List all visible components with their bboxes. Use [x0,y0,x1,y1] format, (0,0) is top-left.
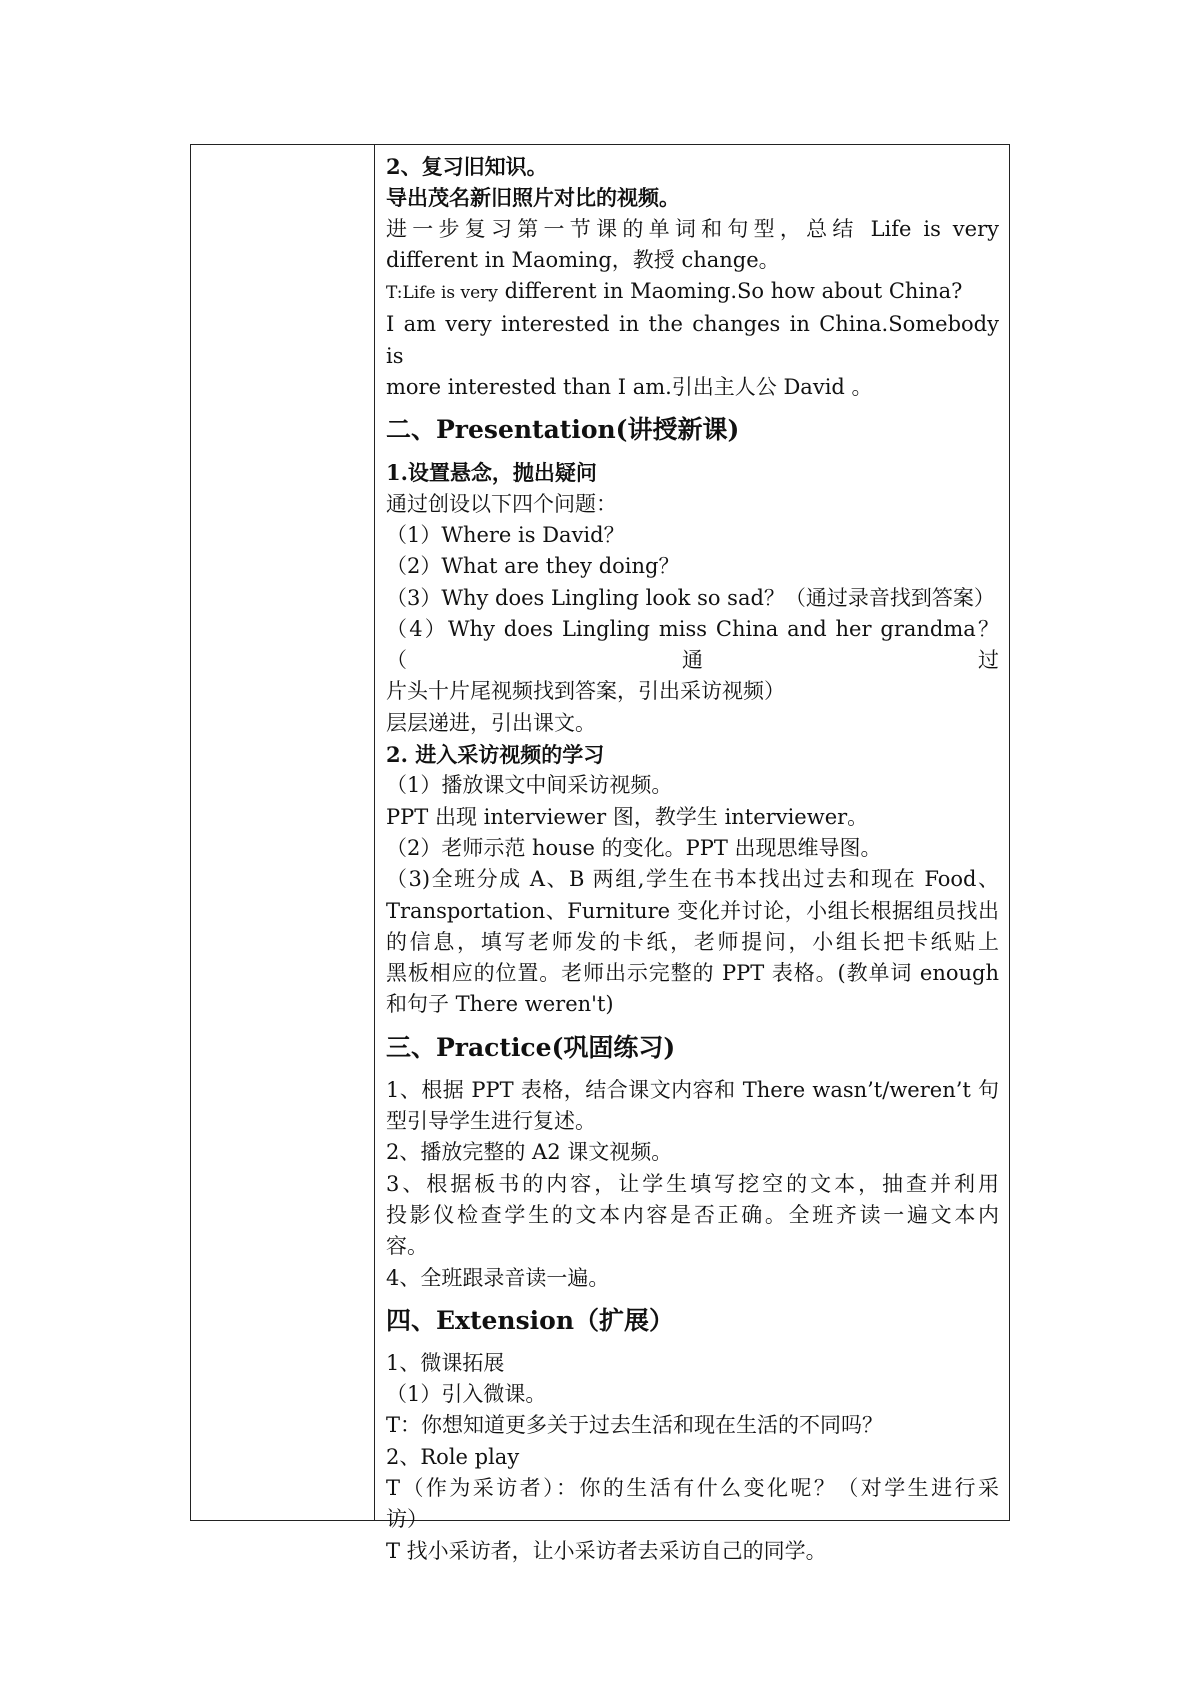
extension-line: 2、Role play [386,1444,520,1469]
extension-line: 1、微课拓展 [386,1350,505,1375]
extension-heading: 四、Extension（扩展） [386,1305,675,1335]
extension-line: （1）引入微课。 [386,1382,547,1407]
presentation-line: 黑板相应的位置。老师出示完整的 PPT 表格。(教单词 enough [386,961,999,986]
presentation-line: 和句子 There weren't) [386,992,614,1017]
review-text-line: different in Maoming，教授 change。 [386,247,780,272]
extension-section [386,1303,999,1567]
review-text-line: 进一步复习第一节课的单词和句型，总结 Life is very [386,216,999,241]
review-section [386,151,999,403]
practice-section [386,1030,999,1294]
presentation-line: （3)全班分成 A、B 两组,学生在书本找出过去和现在 Food、 [386,867,999,892]
extension-line: T：你想知道更多关于过去生活和现在生活的不同吗？ [386,1413,884,1438]
presentation-line: 通过创设以下四个问题： [386,491,617,516]
presentation-section [386,412,999,1020]
presentation-step-title: 1.设置悬念，抛出疑问 [386,460,597,486]
practice-line: 型引导学生进行复述。 [386,1109,596,1134]
teacher-prefix: T:Life is very [386,283,498,304]
teacher-question: different in Maoming.So how about China? [497,279,963,304]
presentation-line: PPT 出现 interviewer 图，教学生 interviewer。 [386,804,869,829]
presentation-line: 层层递进，引出课文。 [386,710,596,735]
practice-line: 投影仪检查学生的文本内容是否正确。全班齐读一遍文本内 [386,1202,999,1227]
review-text-line: I am very interested in the changes in China.Somebody is [386,312,999,368]
practice-line: 2、播放完整的 A2 课文视频。 [386,1140,673,1165]
extension-line: 访） [386,1507,428,1532]
review-video-note: 导出茂名新旧照片对比的视频。 [386,185,680,211]
practice-line: 容。 [386,1234,428,1259]
practice-line: 1、根据 PPT 表格，结合课文内容和 There wasn’t/weren’t 句 [386,1077,999,1102]
practice-heading: 三、Practice(巩固练习) [386,1032,676,1062]
presentation-question: （3）Why does Lingling look so sad？（通过录音找到答案） [386,585,995,610]
review-text-line: more interested than I am.引出主人公 David 。 [386,375,873,400]
presentation-line: 片头十片尾视频找到答案，引出采访视频） [386,679,785,704]
presentation-line: Transportation、Furniture 变化并讨论，小组长根据组员找出 [386,898,999,923]
review-step-title: 2、复习旧知识。 [386,154,548,179]
table-content-cell [375,145,1009,1563]
presentation-question: （4）Why does Lingling miss China and her grandma？（通过 [386,616,999,673]
extension-line: T 找小采访者，让小采访者去采访自己的同学。 [386,1538,827,1563]
presentation-question: （1）Where is David？ [386,522,625,547]
practice-line: 4、全班跟录音读一遍。 [386,1265,610,1290]
lesson-plan-table [190,144,1010,1563]
presentation-step-title: 2. 进入采访视频的学习 [386,742,605,768]
practice-line: 3、根据板书的内容，让学生填写挖空的文本，抽查并利用 [386,1171,999,1196]
presentation-line: 的信息，填写老师发的卡纸，老师提问，小组长把卡纸贴上 [386,929,999,954]
presentation-line: （2）老师示范 house 的变化。PPT 出现思维导图。 [386,835,882,860]
presentation-line: （1）播放课文中间采访视频。 [386,773,673,798]
table-left-cell [191,145,375,1520]
review-teacher-line [386,276,999,309]
presentation-heading: 二、Presentation(讲授新课) [386,415,740,445]
presentation-question: （2）What are they doing？ [386,554,680,579]
extension-line: T（作为采访者）：你的生活有什么变化呢？（对学生进行采 [386,1475,999,1500]
